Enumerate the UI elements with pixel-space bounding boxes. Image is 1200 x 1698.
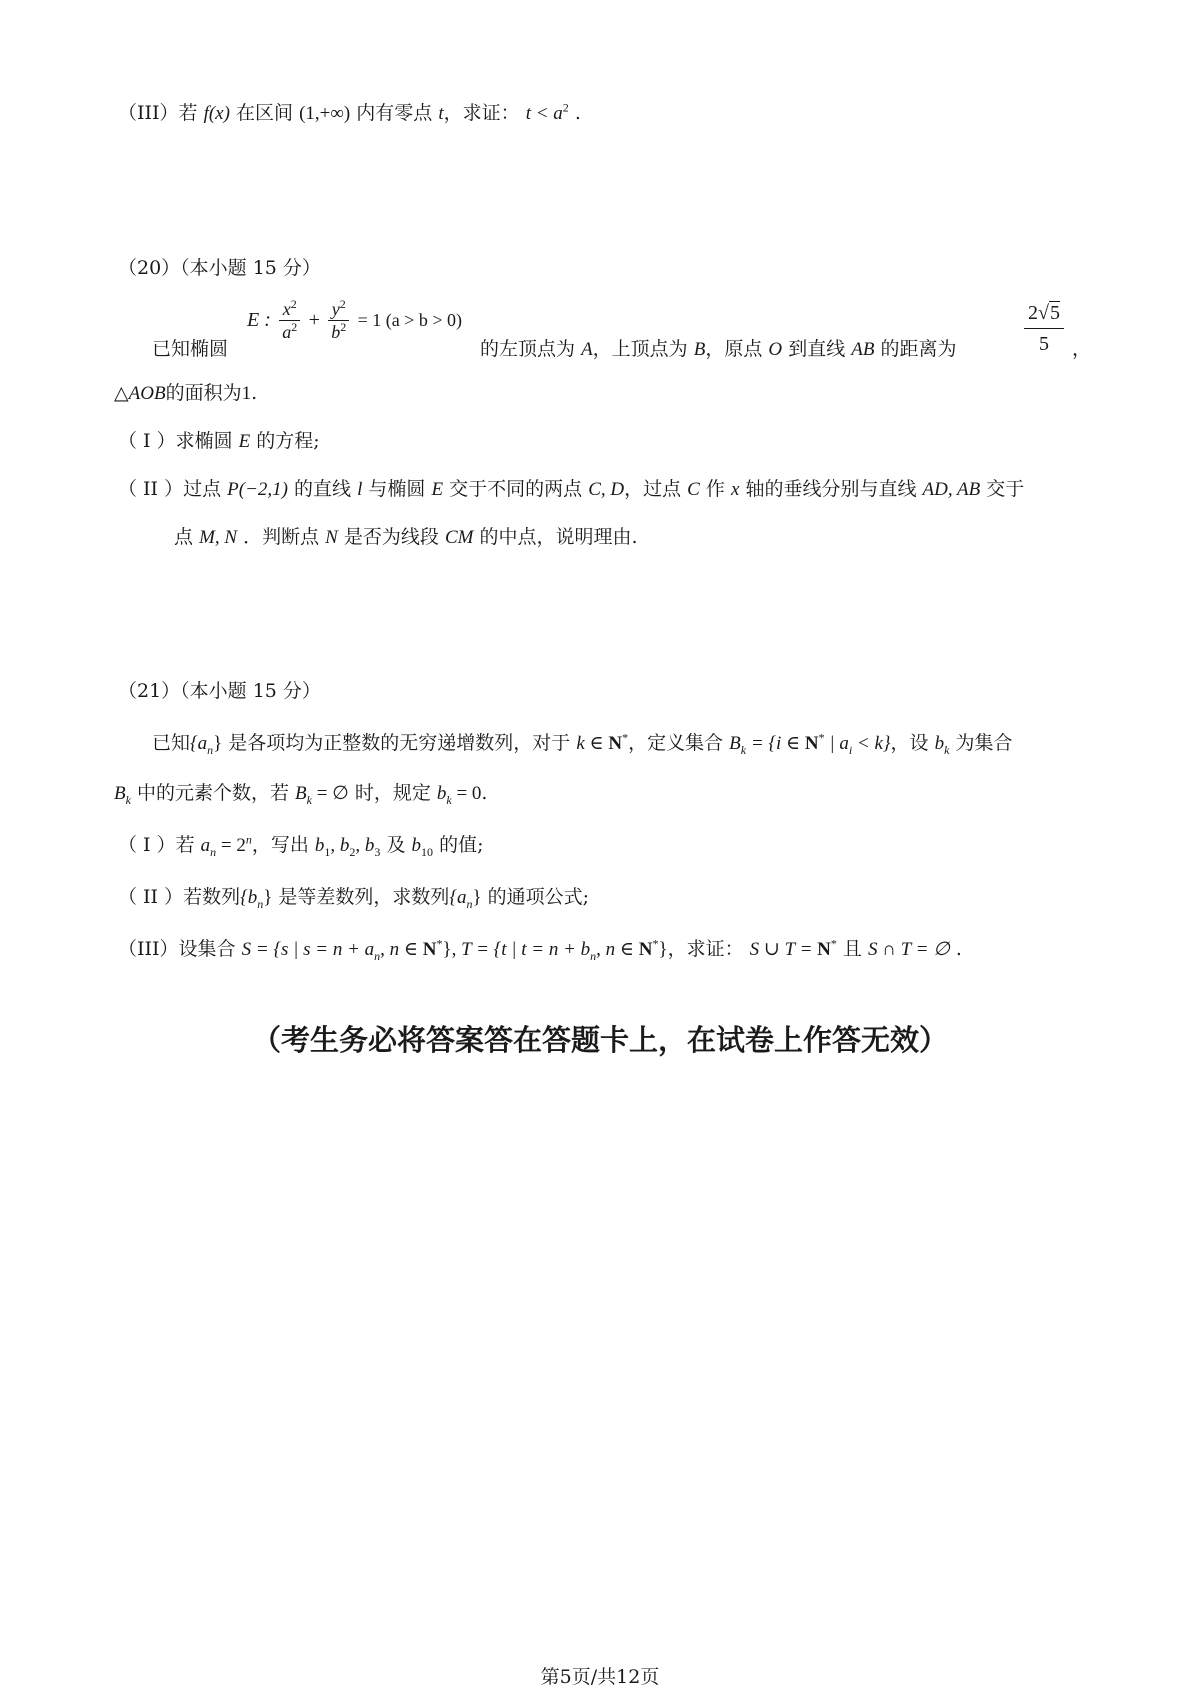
exam-page: （III）若 f(x) 在区间 (1,+∞) 内有零点 t，求证： $t < a^2$ . （20）（本小题 15 分） 已知椭圆 E : $\frac{x^2}{a^2}$ + $\frac{y^2}{b^2}$ = 1 (a > b > 0) 的左顶点为 A，上顶点为 B，原点 O 到直线 AB 的距离为 $\frac{2√5}{5}$ ， △AOB的面积为1. （ I ）求椭圆 E 的方程; （ II ）过点 P(−2,1) 的直线 l 与椭圆 E 交于不同的两点 C, D，过点 C 作 x 轴的垂线分别与直线 AD, AB 交于 点 M, N ．判断点 N 是否为线段 CM 的中点，说明理由. （21）（本小题 15 分） 已知$\{a_n\}$ 是各项均为正整数的无穷递增数列，对于 k ∈ N*，定义集合 $B_k = \{i$ ∈ N* | $a_i < k$}，设 $b_k$ 为集合 $B_k$ 中的元素个数，若 $B_k$ = ∅ 时，规定 $b_k = 0$. （ I ）若 $a_n = 2^n$，写出 $b_1$, $b_2$, $b_3$ 及 $b_{10}$ 的值; （ II ）若数列$\{b_n\}$ 是等差数列，求数列$\{a_n\}$ 的通项公式; （III）设集合 S = {s | $s = n + a_n$, n ∈ N*}, T = {t | $t = n + b_n$, n ∈ N*}，求证： S ∪ T = N* 且 S ∩ T = ∅ . （考生务必将答案答在答题卡上，在试卷上作答无效） 第5页/共12页	[0, 0, 1200, 1698]
fx-expr: f(x)	[203, 103, 230, 124]
q21-part2: （ II ）若数列$\{b_n\}$ 是等差数列，求数列$\{a_n\}$ 的通项公式;	[118, 886, 590, 911]
q21-stem-line2: $B_k$ 中的元素个数，若 $B_k$ = ∅ 时，规定 $b_k = 0$.	[114, 782, 488, 807]
q21-stem-line1: 已知$\{a_n\}$ 是各项均为正整数的无穷递增数列，对于 k ∈ N*，定义集合 $B_k = \{i$ ∈ N* | $a_i < k$}，设 $b_k$ 为集合	[152, 730, 1013, 757]
inequality: t < a	[525, 103, 563, 124]
q20-stem-line2: △AOB的面积为1.	[114, 382, 258, 404]
page-number: 第5页/共12页	[540, 1666, 660, 1688]
q20-header: （20）（本小题 15 分）	[118, 257, 321, 279]
distance-fraction: $\frac{2√5}{5}$	[1024, 300, 1064, 357]
q20-stem-line1: 已知椭圆	[152, 338, 229, 360]
exam-notice: （考生务必将答案答在答题卡上，在试卷上作答无效）	[251, 1023, 948, 1057]
q20-stem-line1-rest: 的左顶点为 A，上顶点为 B，原点 O 到直线 AB 的距离为	[480, 338, 957, 360]
q21-part3: （III）设集合 S = {s | $s = n + a_n$, n ∈ N*}, T = {t | $t = n + b_n$, n ∈ N*}，求证： S ∪ T = N* 且 S ∩ T = ∅ .	[118, 936, 962, 963]
q21-part1: （ I ）若 $a_n = 2^n$，写出 $b_1$, $b_2$, $b_3$ 及 $b_{10}$ 的值;	[118, 832, 484, 859]
q20-part2-line1: （ II ）过点 P(−2,1) 的直线 l 与椭圆 E 交于不同的两点 C, D，过点 C 作 x 轴的垂线分别与直线 AD, AB 交于	[118, 478, 1025, 500]
interval-expr: (1,+∞)	[299, 103, 351, 124]
q20-part2-line2: 点 M, N ．判断点 N 是否为线段 CM 的中点，说明理由.	[174, 526, 638, 548]
q19-part3: （III）若 f(x) 在区间 (1,+∞) 内有零点 t，求证： $t < a^2$ .	[118, 100, 581, 124]
ellipse-equation: E : $\frac{x^2}{a^2}$ + $\frac{y^2}{b^2}$ = 1 (a > b > 0)	[247, 297, 463, 342]
q21-header: （21）（本小题 15 分）	[118, 680, 321, 702]
q20-part1: （ I ）求椭圆 E 的方程;	[118, 430, 320, 452]
